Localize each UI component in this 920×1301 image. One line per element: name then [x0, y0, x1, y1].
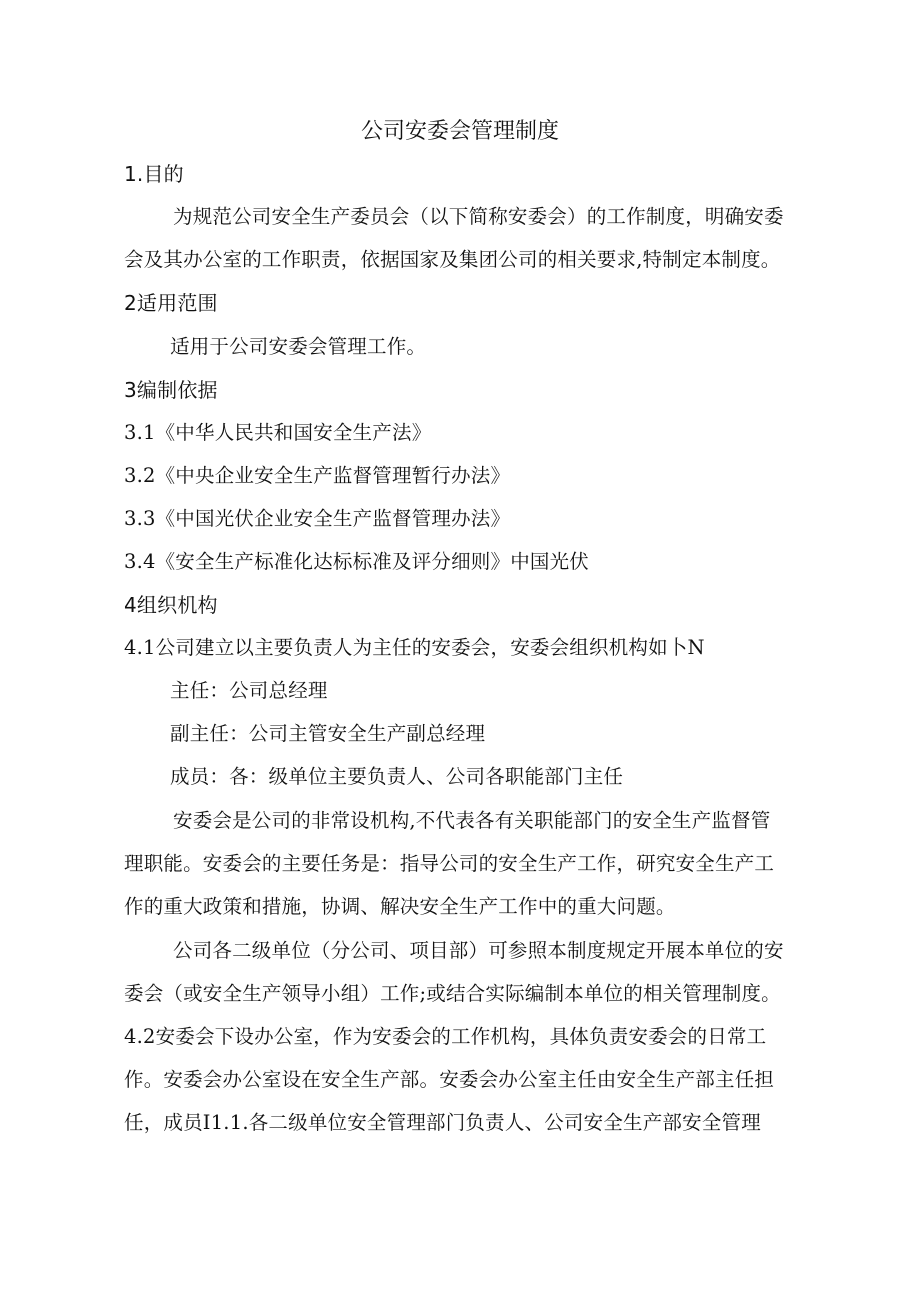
section-2-paragraph: 适用于公司安委会管理工作。 [170, 335, 427, 358]
section-4-heading: 4组织机构 [124, 593, 218, 617]
section-3-heading: 3编制依据 [124, 378, 218, 402]
section-1-heading: 1.目的 [124, 162, 184, 186]
section-1-paragraph-line-1: 为规范公司安全生产委员会（以下简称安委会）的工作制度，明确安委 [173, 205, 784, 228]
reference-item: 3.2《中央企业安全生产监督管理暂行办法》 [124, 464, 511, 487]
subunit-paragraph-line-2: 委会（或安全生产领导小组）工作;或结合实际编制本单位的相关管理制度。 [124, 982, 781, 1005]
committee-description-line-3: 作的重大政策和措施，协调、解决安全生产工作中的重大问题。 [124, 895, 676, 918]
clause-4-2-line-1: 4.2安委会下设办公室，作为安委会的工作机构，具体负责安委会的日常工 [124, 1025, 767, 1048]
committee-description-line-2: 理职能。安委会的主要任务是：指导公司的安全生产工作，研究安全生产工 [124, 852, 775, 875]
clause-4-1: 4.1公司建立以主要负责人为主任的安委会，安委会组织机构如卜N [124, 636, 705, 659]
reference-item: 3.4《安全生产标准化达标标准及评分细则》中国光伏 [124, 550, 590, 573]
clause-4-2-line-2: 作。安委会办公室设在安全生产部。安委会办公室主任由安全生产部主任担 [124, 1068, 775, 1091]
committee-deputy-director: 副主任：公司主管安全生产副总经理 [170, 722, 486, 745]
reference-item: 3.3《中国光伏企业安全生产监督管理办法》 [124, 507, 511, 530]
clause-4-2-line-3: 任，成员I1.1.各二级单位安全管理部门负责人、公司安全生产部安全管理 [124, 1111, 761, 1134]
committee-members: 成员：各：级单位主要负责人、公司各职能部门主任 [170, 765, 624, 788]
committee-description-line-1: 安委会是公司的非常设机构,不代表各有关职能部门的安全生产监督管 [173, 809, 771, 832]
section-2-heading: 2适用范围 [124, 291, 218, 315]
committee-director: 主任：公司总经理 [170, 679, 328, 702]
reference-item: 3.1《中华人民共和国安全生产法》 [124, 421, 432, 444]
section-1-paragraph-line-2: 会及其办公室的工作职责，依据国家及集团公司的相关要求,特制定本制度。 [124, 248, 781, 271]
subunit-paragraph-line-1: 公司各二级单位（分公司、项目部）可参照本制度规定开展本单位的安 [173, 939, 784, 962]
document-title: 公司安委会管理制度 [360, 119, 559, 144]
